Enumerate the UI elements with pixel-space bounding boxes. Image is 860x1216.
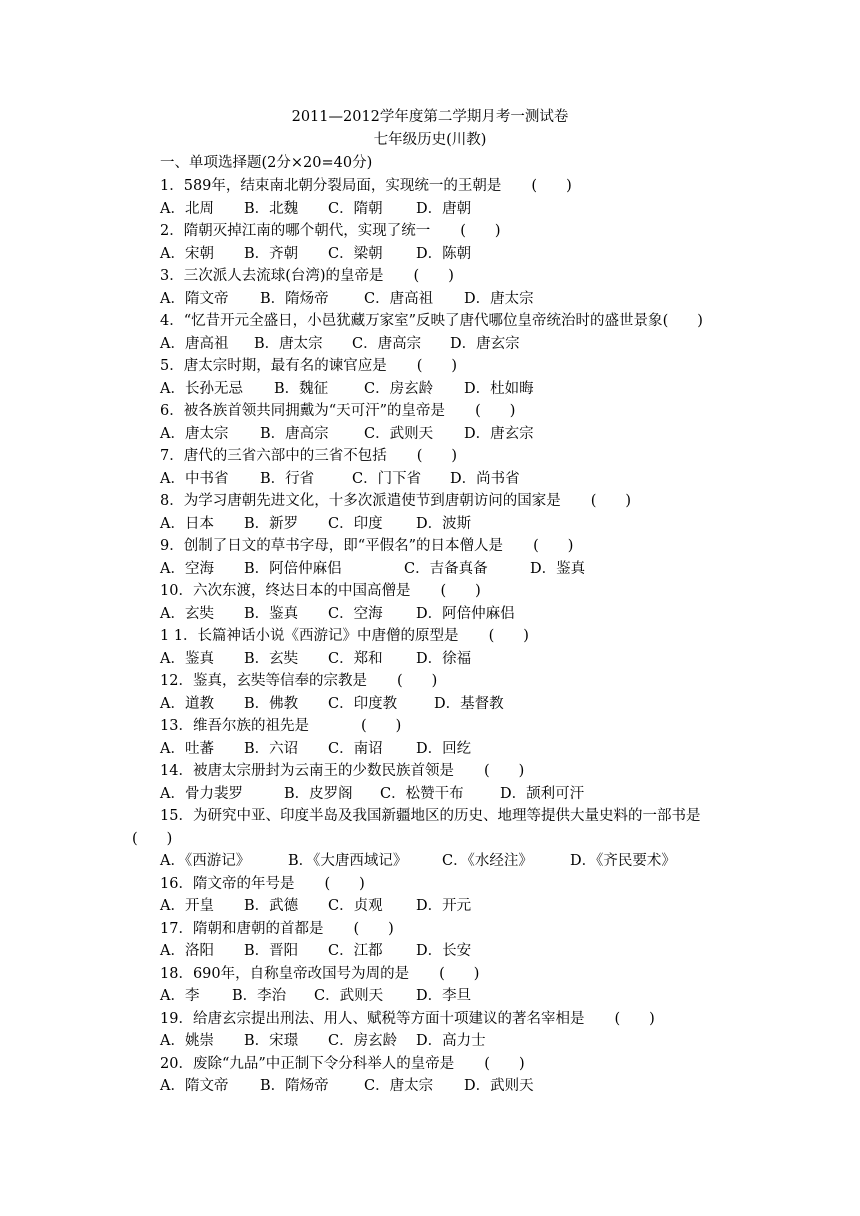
option-d[interactable]: D．长安 [416,943,472,959]
option-b[interactable]: B．武德 [244,898,299,914]
question-text: 14．被唐太宗册封为云南王的少数民族首领是 [160,763,454,779]
question-text: 18．690年，自称皇帝改国号为周的是 [160,965,410,982]
answer-blank[interactable]: ( ) [484,1055,525,1072]
option-a[interactable]: A．北周 [160,200,214,217]
answer-blank[interactable]: ( ) [475,403,516,419]
question-text: 10．六次东渡，终达日本的中国高僧是 [160,583,411,599]
option-c[interactable]: C．唐高宗 [352,335,422,352]
option-d[interactable]: D．徐福 [416,650,472,667]
option-b[interactable]: B．魏征 [274,380,329,397]
question-text: 16．隋文帝的年号是 [160,875,295,892]
section-heading: 一、单项选择题(2分×20=40分) [160,155,373,171]
option-b[interactable]: B．隋炀帝 [260,1078,329,1094]
question-text: 7．唐代的三省六部中的三省不包括 [160,448,387,464]
option-a[interactable]: A．开皇 [160,898,214,914]
option-b[interactable]: B．鉴真 [244,605,299,622]
option-c[interactable]: C．空海 [328,605,383,622]
option-a[interactable]: A．日本 [160,515,214,532]
question-stem [160,625,529,647]
exam-subtitle: 七年级历史(川教) [373,132,487,148]
option-c[interactable]: C．郑和 [328,650,383,667]
option-b[interactable]: B．李治 [232,988,287,1004]
option-c[interactable]: C．武则天 [364,425,434,442]
option-d[interactable]: D．回纥 [416,740,472,757]
option-b[interactable]: B．阿倍仲麻侣 [244,560,342,577]
answer-blank[interactable]: ( ) [324,875,365,892]
question-text: 13．维吾尔族的祖先是 [160,718,309,734]
option-c[interactable]: C．房玄龄 [364,380,434,397]
answer-blank[interactable]: ( ) [132,830,173,847]
exam-title: 2011—2012学年度第二学期月考一测试卷 [291,109,569,125]
option-d[interactable]: D．武则天 [464,1078,534,1094]
answer-blank[interactable]: ( ) [440,583,481,599]
question-stem [160,400,515,422]
question-text: 9．创制了日文的草书字母，即“平假名”的日本僧人是 [160,538,504,554]
option-b[interactable]: B．齐朝 [244,245,299,262]
answer-blank[interactable]: ( ) [413,268,454,284]
question-text: 17．隋朝和唐朝的首都是 [160,920,324,937]
option-a[interactable]: A．唐高祖 [160,335,229,352]
option-a[interactable]: A．隋文帝 [160,290,229,307]
question-text: 6．被各族首领共同拥戴为“天可汗”的皇帝是 [160,403,446,419]
option-d[interactable]: D．高力士 [416,1033,486,1049]
question-stem [160,310,703,332]
answer-blank[interactable]: ( ) [396,673,438,689]
question-stem [160,918,394,940]
question-text: 8．为学习唐朝先进文化，十多次派遣使节到唐朝访问的国家是 [160,493,561,509]
option-a[interactable]: A．吐蕃 [160,740,214,757]
answer-blank[interactable]: ( ) [531,178,572,194]
option-b[interactable]: B．《大唐西域记》 [288,853,408,869]
answer-blank[interactable]: ( ) [460,223,501,239]
answer-blank[interactable]: ( ) [416,448,458,464]
question-stem [160,490,631,512]
question-stem [132,805,732,850]
option-a[interactable]: A．《西游记》 [160,853,251,869]
option-c[interactable]: C．房玄龄 [328,1033,398,1049]
option-a[interactable]: A．中书省 [160,470,229,487]
option-c[interactable]: C．梁朝 [328,245,383,262]
option-d[interactable]: D．阿倍仲麻侣 [416,605,515,622]
option-c[interactable]: C．唐太宗 [364,1078,434,1094]
option-d[interactable]: D．唐太宗 [464,290,534,307]
option-c[interactable]: C．南诏 [328,740,383,757]
option-d[interactable]: D．唐朝 [416,200,472,217]
option-a[interactable]: A．骨力裴罗 [160,785,243,802]
option-a[interactable]: A．姚崇 [160,1033,214,1049]
question-text: 4．“忆昔开元全盛日，小邑犹藏万家室”反映了唐代哪位皇帝统治时的盛世景象 [160,313,663,329]
answer-blank[interactable]: ( ) [416,358,458,374]
option-b[interactable]: B．宋璟 [244,1033,299,1049]
option-b[interactable]: B．皮罗阁 [284,785,353,802]
option-a[interactable]: A．道教 [160,695,214,712]
question-text: 3．三次派人去流球(台湾)的皇帝是 [160,268,384,284]
question-stem [160,220,501,242]
question-stem [160,760,524,782]
option-b[interactable]: B．玄奘 [244,650,299,667]
question-text: 19．给唐玄宗提出刑法、用人、赋税等方面十项建议的著名宰相是 [160,1010,585,1027]
question-stem [160,535,573,557]
answer-blank[interactable]: ( ) [439,965,480,982]
question-text: 1 1．长篇神话小说《西游记》中唐僧的原型是 [160,628,459,644]
question-stem [160,355,457,377]
option-b[interactable]: B．北魏 [244,200,299,217]
option-c[interactable]: C．武则天 [314,988,384,1004]
question-stem [160,445,457,467]
option-c[interactable]: C．贞观 [328,898,383,914]
option-a[interactable]: A．鉴真 [160,650,214,667]
question-stem [160,265,454,287]
option-d[interactable]: D．唐玄宗 [450,335,520,352]
option-b[interactable]: B．唐高宗 [260,425,329,442]
option-b[interactable]: B．六诏 [244,740,299,757]
option-b[interactable]: B．晋阳 [244,943,299,959]
option-c[interactable]: C．吉备真备 [404,560,488,577]
option-c[interactable]: C．《水经注》 [442,853,533,869]
question-text: 2．隋朝灭掉江南的哪个朝代，实现了统一 [160,223,431,239]
question-stem [160,175,572,197]
option-d[interactable]: D．基督教 [434,695,504,712]
option-d[interactable]: D．唐玄宗 [464,425,534,442]
option-d[interactable]: D．陈朝 [416,245,472,262]
question-text: 20．废除“九品”中正制下令分科举人的皇帝是 [160,1055,455,1072]
option-c[interactable]: C．印度 [328,515,383,532]
answer-blank[interactable]: ( ) [483,763,525,779]
question-stem [160,715,401,737]
question-stem [160,873,365,895]
option-b[interactable]: B．隋炀帝 [260,290,329,307]
answer-blank[interactable]: ( ) [488,628,529,644]
question-text: 5．唐太宗时期，最有名的谏官应是 [160,358,387,374]
option-d[interactable]: D．鉴真 [530,560,586,577]
question-stem [160,1053,525,1075]
answer-blank[interactable]: ( ) [533,538,574,554]
question-stem [160,963,479,985]
question-text: 15．为研究中亚、印度半岛及我国新疆地区的历史、地理等提供大量史料的一部书是 [160,808,701,824]
option-d[interactable]: D．波斯 [416,515,472,532]
option-c[interactable]: C．松赞干布 [380,785,464,802]
answer-blank[interactable]: ( ) [662,313,703,329]
option-a[interactable]: A．空海 [160,560,214,577]
question-stem [160,580,481,602]
option-b[interactable]: B．唐太宗 [254,335,323,352]
option-b[interactable]: B．行省 [260,470,315,487]
answer-blank[interactable]: ( ) [590,493,632,509]
option-a[interactable]: A．李 [160,988,200,1004]
question-stem [160,1008,655,1030]
option-a[interactable]: A．唐太宗 [160,425,229,442]
answer-blank[interactable]: ( ) [360,718,402,734]
option-d[interactable]: D．杜如晦 [464,380,534,397]
option-a[interactable]: A．隋文帝 [160,1078,229,1094]
option-a[interactable]: A．玄奘 [160,605,214,622]
answer-blank[interactable]: ( ) [614,1010,655,1027]
option-d[interactable]: D．颉利可汗 [500,785,585,802]
answer-blank[interactable]: ( ) [353,920,394,937]
option-b[interactable]: B．佛教 [244,695,299,712]
option-d[interactable]: D．李旦 [416,988,472,1004]
option-d[interactable]: D．尚书省 [450,470,520,487]
option-b[interactable]: B．新罗 [244,515,299,532]
option-c[interactable]: C．隋朝 [328,200,383,217]
question-stem [160,670,437,692]
option-a[interactable]: A．宋朝 [160,245,214,262]
option-d[interactable]: D．开元 [416,898,472,914]
option-a[interactable]: A．洛阳 [160,943,214,959]
option-c[interactable]: C．印度教 [328,695,398,712]
option-d[interactable]: D．《齐民要术》 [570,853,676,869]
question-text: 12．鉴真，玄奘等信奉的宗教是 [160,673,367,689]
option-c[interactable]: C．江都 [328,943,383,959]
question-text: 1．589年，结束南北朝分裂局面，实现统一的王朝是 [160,178,502,194]
option-a[interactable]: A．长孙无忌 [160,380,243,397]
option-c[interactable]: C．唐高祖 [364,290,434,307]
option-c[interactable]: C．门下省 [352,470,422,487]
